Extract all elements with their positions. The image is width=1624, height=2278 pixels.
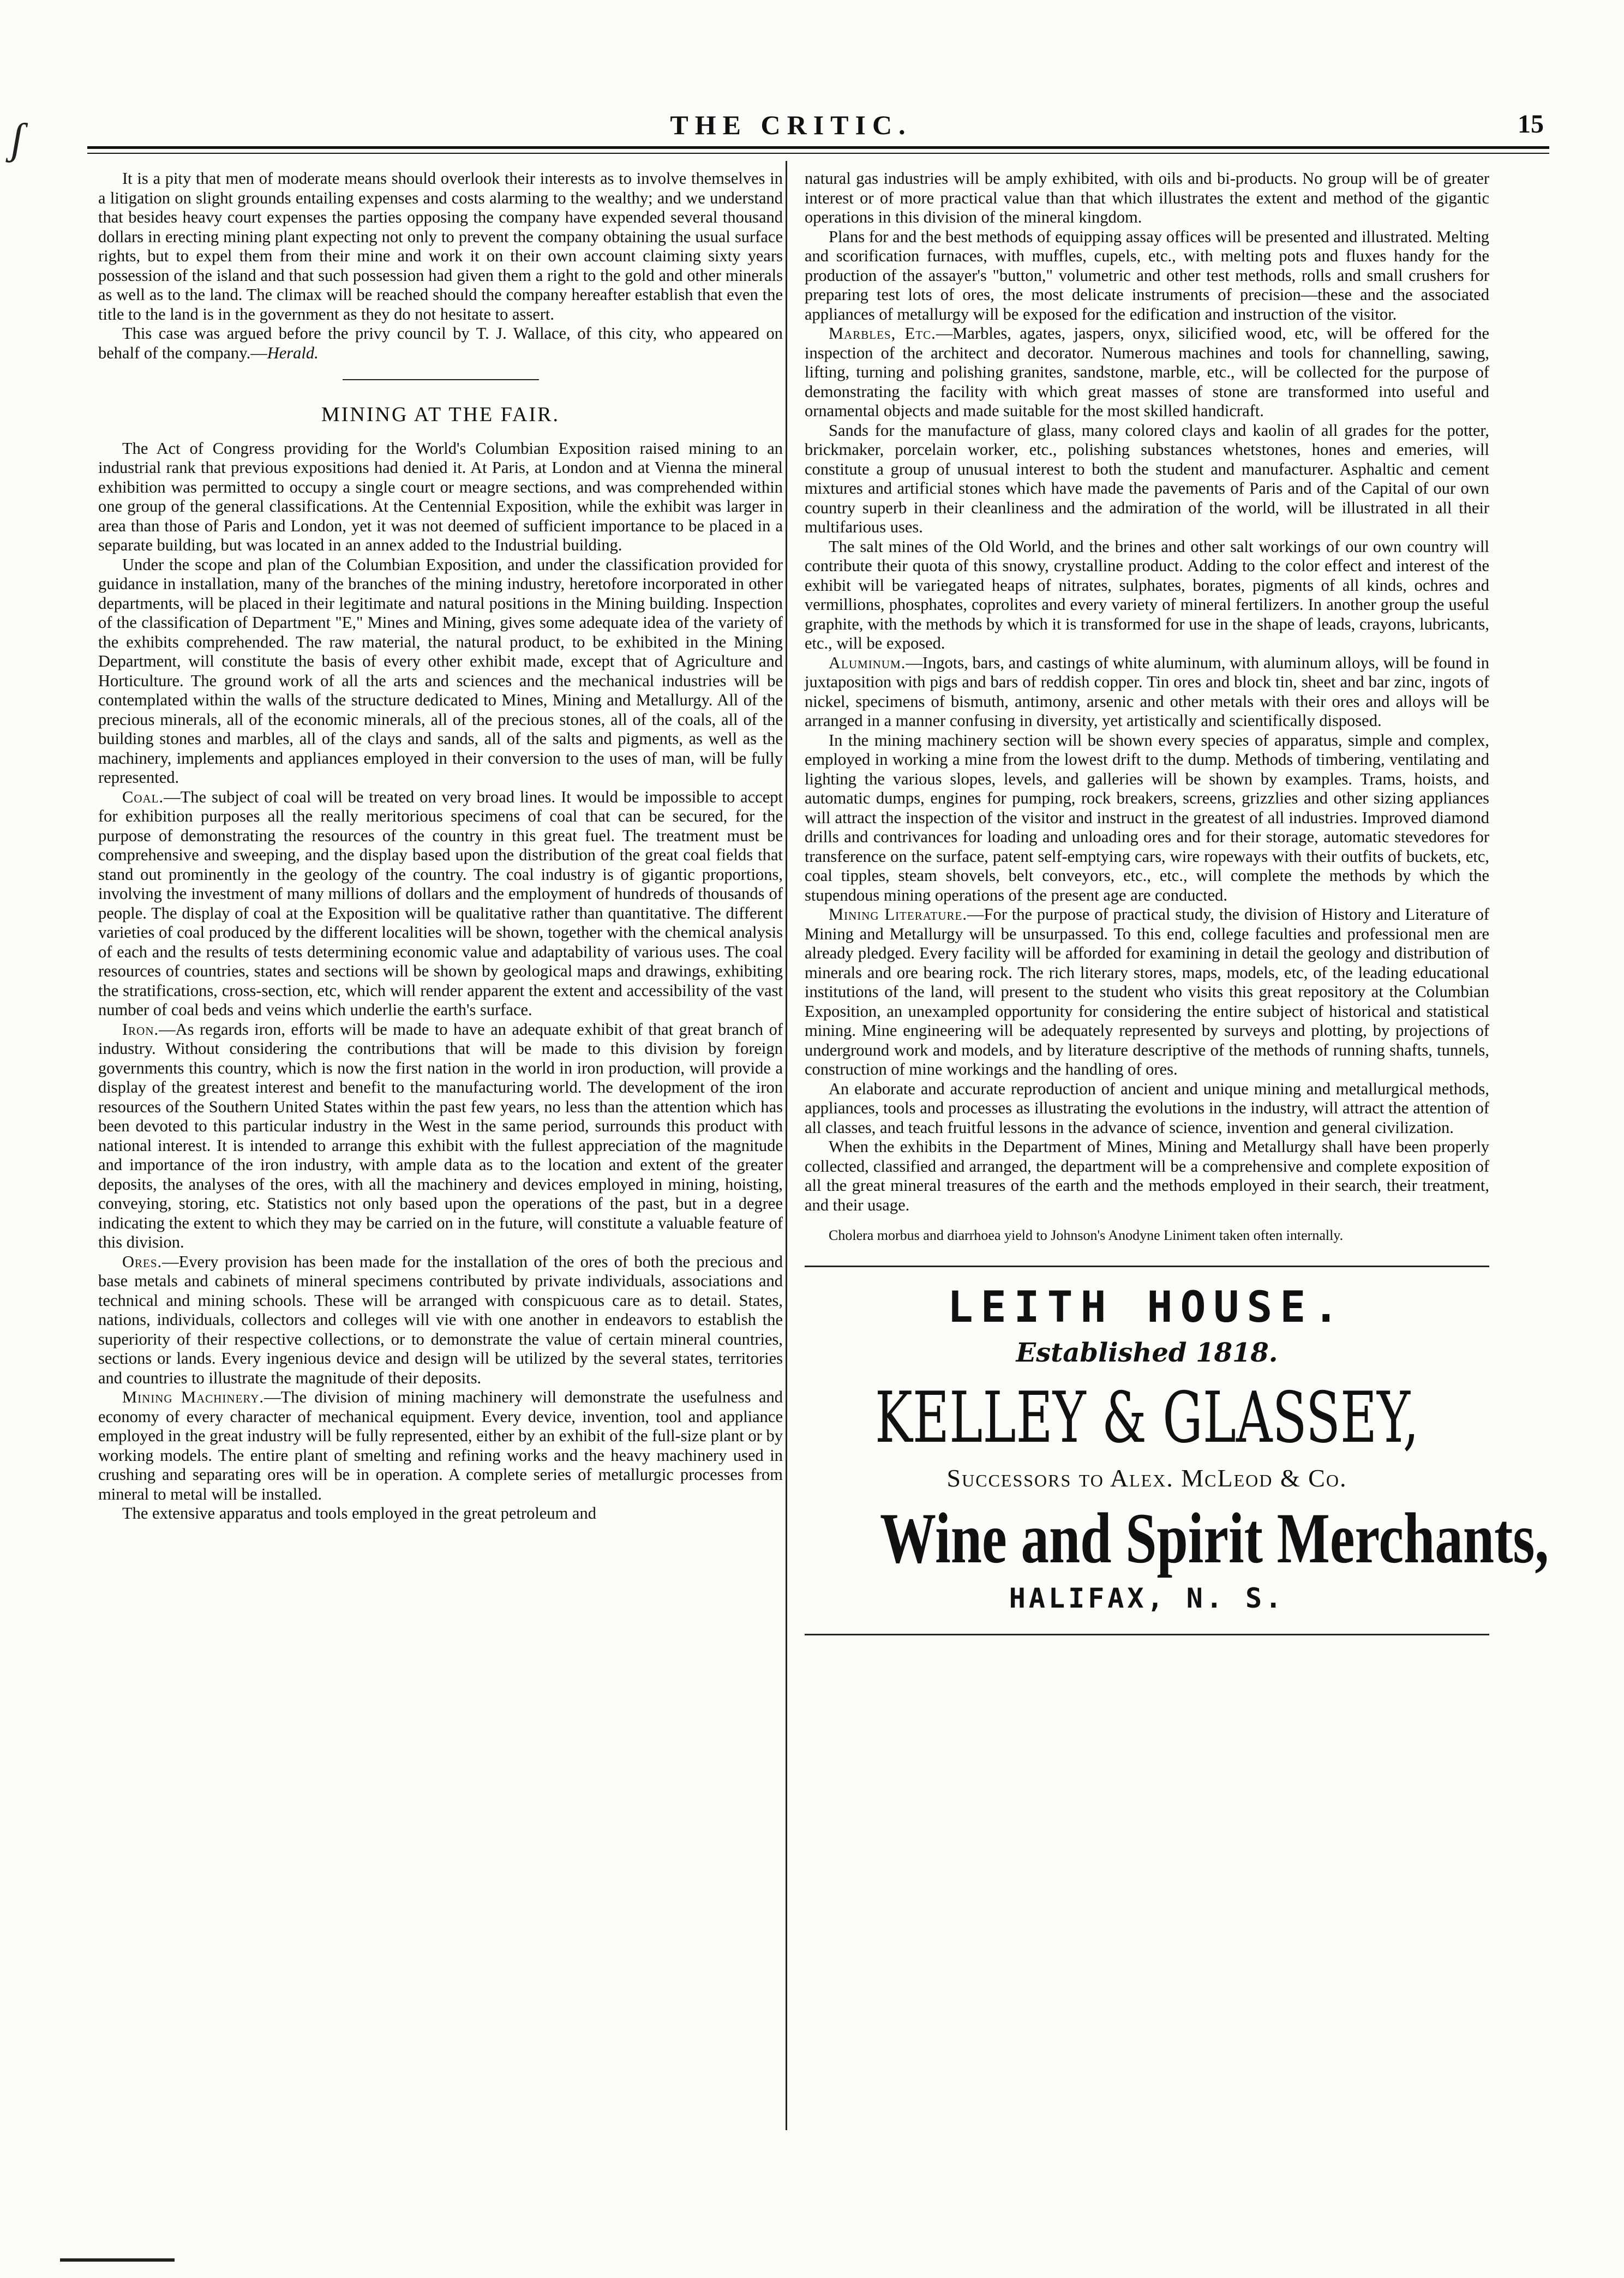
article-paragraph xyxy=(98,1388,783,1504)
subsection-label: Coal. xyxy=(122,787,164,806)
article-paragraph: The Act of Congress providing for the World's Columbian Exposition raised mining to an industrial rank that previous expositions had denied it. At Paris, at London and at Vienna the mineral exhibition was permitted to occupy a single court or meagre sections, and was comprehended within one group of the general classifications. At the Centennial Exposition, while the exhibit was larger in area than those of Paris and London, yet it was not deemed of sufficient importance to be placed in a separate building, but was located in an annex added to the Industrial building. xyxy=(98,439,783,554)
article-text: —For the purpose of practical study, the division of History and Literature of Mining and Metallurgy will be unsurpassed. To this end, college faculties and professional men are already pledged. Every facility will be afforded for examining in detail the geology and distribution of minerals and ore bearing rock. The rich literary stores, maps, models, etc, of the leading educational institutions of the land, will present to the student who visits this great repository at the Columbian Exposition, an unexampled opportunity for considering the entire subject of historical and statistical mining. Mine engineering will be adequately represented by surveys and plotting, by projections of underground work and models, and by literature descriptive of the methods of running shafts, tunnels, construction of mine workings and the handling of ores. xyxy=(805,905,1489,1078)
article-paragraph xyxy=(805,654,1489,731)
subsection-label: Marbles, Etc. xyxy=(829,324,936,343)
section-heading: MINING AT THE FAIR. xyxy=(321,403,560,426)
article-paragraph: The extensive apparatus and tools employed in the great petroleum and xyxy=(122,1504,596,1522)
article-paragraph: In the mining machinery section will be shown every species of apparatus, simple and complex, employed in working a mine from the lowest drift to the dump. Methods of timbering, ventilating and lighting the various slopes, levels, and galleries will be shown by examples. Trams, hoists, and automatic dumps, engines for pumping, rock breakers, screens, grizzlies and other sizing appliances will attract the inspection of the visitor and instruct in the greatest of all industries. Improved diamond drills and contrivances for loading and unloading ores and for their storage, automatic stevedores for transference on the surface, patent self-emptying cars, wire ropeways with their outfits of buckets, etc, coal tipples, steam shovels, belt conveyors, etc., etc., will complete the methods by which the stupendous mining operations of the present age are conducted. xyxy=(805,730,1489,904)
article-text: —The subject of coal will be treated on very broad lines. It would be impossible to accept for exhibition purposes all the really meritorious specimens of coal that can be secured, for the purpose of demonstrating the resources of the country in this great fuel. The treatment must be comprehensive and sweeping, and the display based upon the distribution of the great coal fields that stand out prominently in the geology of the country. The coal industry is of gigantic proportions, involving the investment of many millions of dollars and the employment of hundreds of thousands of people. The display of coal at the Exposition will be qualitative rather than quantitative. The different varieties of coal produced by the different localities will be shown, together with the chemical analysis of each and the results of tests determining economic value and adaptability of various uses. The coal resources of countries, states and sections will be shown by geological maps and drawings, exhibiting the stratifications, cross-section, etc, which will render apparent the extent and accessibility of the vast number of coal beds and veins which underlie the earth's surface. xyxy=(98,787,783,1019)
ad-established: Established 1818. xyxy=(1016,1338,1278,1368)
article-paragraph xyxy=(805,324,1489,421)
advertisement xyxy=(805,1266,1549,1635)
article-paragraph xyxy=(98,1252,783,1388)
article-paragraph: Under the scope and plan of the Columbian Exposition, and under the classification provided for guidance in installation, many of the branches of the mining industry, heretofore incorporated in other departments, will be placed in their legitimate and natural positions in the Mining building. Inspection of the classification of Department "E," Mines and Mining, gives some adequate idea of the variety of the exhibits comprehended. The raw material, the natural product, to be exhibited in the Mining Department, will constitute the basis of every other exhibit made, except that of Agriculture and Horticulture. The ground work of all the arts and sciences and the mechanical industries will be contemplated within the walls of the structure dedicated to Mines, Mining and Metallurgy. All of the precious minerals, all of the economic minerals, all of the precious stones, all of the coals, all of the building stones and marbles, all of the clays and sands, all of the salts and pigments, as well as the machinery, implements and appliances employed in their conversion to the uses of man, will be fully represented. xyxy=(98,555,783,787)
subsection-label: Aluminum. xyxy=(829,653,906,672)
right-column xyxy=(805,169,1549,1635)
ad-trade: Wine and Spirit Merchants, xyxy=(880,1498,1549,1578)
column-divider xyxy=(786,161,787,2130)
article-text: —The division of mining machinery will demonstrate the usefulness and economy of every character of mechanical equipment. Every device, invention, tool and appliance employed in the great industry will be fully represented, either by an exhibit of the full-size plant or by working models. The entire plant of smelting and refining works and the heavy machinery used in crushing and separating ores will be in operation. A complete series of metallurgic processes from mineral to metal will be installed. xyxy=(98,1388,783,1503)
article-paragraph: It is a pity that men of moderate means should overlook their interests as to involve themselves in a litigation on slight grounds entailing expenses and costs alarming to the wealthy; and we understand that besides heavy court expenses the parties opposing the company have expended several thousand dollars in erecting mining plant expecting not only to prevent the company obtaining the usual surface rights, but to expel them from their mine and work it on their own account claiming sixty years possession of the island and that such possession had given them a right to the gold and other minerals as well as to the land. The climax will be reached should the company hereafter establish that even the title to the land is in the government as they do not hesitate to assert. xyxy=(98,169,783,323)
article-paragraph xyxy=(98,788,783,1020)
article-paragraph: Plans for and the best methods of equipping assay offices will be presented and illustrated. Melting and scorification furnaces, with muffles, cupels, etc., with melting pots and fluxes handy for the production of the assayer's "button," volumetric and other test methods, rolls and small crushers for preparing test lots of ores, the most delicate instruments of precision—these and the associated appliances of metallurgy will be exposed for the edification and instruction of the visitor. xyxy=(805,227,1489,323)
article-paragraph: The salt mines of the Old World, and the brines and other salt workings of our own country will contribute their quota of this snowy, crystalline product. Adding to the color effect and interest of the exhibit will be variegated heaps of nitrates, sulphates, borates, pigments of all kinds, ochres and vermillions, phosphates, coprolites and every variety of mineral fertilizers. In another group the useful graphite, with the methods by which it is transformed for use in the shape of leads, crayons, lubricants, etc., will be exposed. xyxy=(805,537,1489,652)
article-paragraph xyxy=(98,324,783,363)
article-paragraph xyxy=(805,905,1489,1080)
subsection-label: Ores. xyxy=(122,1252,163,1271)
bottom-rule-mark xyxy=(60,2258,175,2262)
margin-pen-mark: ʃ xyxy=(11,115,23,163)
article-text: —Every provision has been made for the installation of the ores of both the precious and base metals and cabinets of mineral specimens contributed by private individuals, associations and technical and mining schools. These will be arranged with conspicuous care as to detail. States, nations, individuals, collectors and colleges will vie with one another in endeavors to establish the superiority of their respective collections, or to demonstrate the value of certain mineral countries, sections or lands. Every ingenious device and design will be utilized by the several states, territories and countries to illustrate the magnitude of their deposits. xyxy=(98,1252,783,1387)
page-number: 15 xyxy=(1518,110,1544,139)
section-rule xyxy=(343,379,539,380)
article-source: Herald. xyxy=(267,343,319,362)
ad-successors: Successors to Alex. McLeod & Co. xyxy=(946,1464,1347,1492)
article-paragraph: When the exhibits in the Department of Mines, Mining and Metallurgy shall have been properly collected, classified and arranged, the department will be a comprehensive and complete exposition of all the great mineral treasures of the earth and the methods employed in their search, their treatment, and their usage. xyxy=(805,1137,1489,1214)
subsection-label: Mining Literature. xyxy=(829,905,968,924)
article-text: —Ingots, bars, and castings of white aluminum, with aluminum alloys, will be found in juxtaposition with pigs and bars of reddish copper. Tin ores and block tin, sheet and bar zinc, ingots of nickel, specimens of bismuth, antimony, arsenic and other metals with their ores and alloys will be arranged in a manner confusing in diversity, yet artistically and scientifically disposed. xyxy=(805,653,1489,730)
article-paragraph: An elaborate and accurate reproduction of ancient and unique mining and metallurgical methods, appliances, tools and processes as illustrating the evolutions in the industry, will attract the attention of all classes, and teach fruitful lessons in the advance of science, invention and general civilization. xyxy=(805,1079,1489,1137)
left-column xyxy=(98,169,783,1524)
footnote xyxy=(805,1227,1489,1244)
header-rule-thin xyxy=(87,153,1549,154)
article-text: —Marbles, agates, jaspers, onyx, silicified wood, etc, will be offered for the inspection of the architect and decorator. Numerous machines and tools for channelling, sawing, lifting, turning and polishing granites, sandstone, marble, etc., will be collected for the purpose of demonstrating the facility with which great masses of stone are transformed into useful and ornamental objects and made suitable for the most skilled handicraft. xyxy=(805,324,1489,420)
article-paragraph: natural gas industries will be amply exhibited, with oils and bi-products. No group will be of greater interest or of more practical value than that which illustrates the extent and method of the gigantic operations in this division of the mineral kingdom. xyxy=(805,169,1489,226)
ad-city: HALIFAX, N. S. xyxy=(1009,1582,1285,1614)
subsection-label: Mining Machinery. xyxy=(122,1388,265,1406)
footnote-text: Cholera morbus and diarrhoea yield to Johnson's Anodyne Liniment taken often internally. xyxy=(829,1227,1344,1243)
ad-house-name: LEITH HOUSE. xyxy=(947,1283,1347,1332)
header-rule xyxy=(87,146,1549,149)
article-text: This case was argued before the privy council by T. J. Wallace, of this city, who appeared on behalf of the company.— xyxy=(98,324,783,362)
article-paragraph xyxy=(98,1020,783,1252)
masthead-title: THE CRITIC. xyxy=(670,110,912,140)
article-text: —As regards iron, efforts will be made to have an adequate exhibit of that great branch of industry. Without considering the contributions that will be made to this division by foreign governments this country, which is now the first nation in the world in iron production, will provide a display of the greatest interest and benefit to the manufacturing world. The development of the iron resources of the Southern United States within the past few years, no less than the attention which has been devoted to this particular industry in the West in the same period, surrounds this product with national interest. It is intended to arrange this exhibit with the fullest appreciation of the magnitude and importance of the iron industry, with ample data as to the location and extent of the greater deposits, the analyses of the ores, with all the machinery and devices employed in mining, hoisting, conveying, storing, etc. Statistics not only based upon the operations of the past, but in a degree indicating the extent to which they may be carried on in the future, will constitute a valuable feature of this division. xyxy=(98,1020,783,1251)
article-paragraph: Sands for the manufacture of glass, many colored clays and kaolin of all grades for the potter, brickmaker, porcelain worker, etc., polishing substances whetstones, hones and emeries, will constitute a group of unusual interest to both the student and manufacturer. Asphaltic and cement mixtures and artificial stones which have made the pavements of Paris and of the Capital of our own country superb in their cleanliness and the admiration of the world, will be illustrated in all their multifarious uses. xyxy=(805,421,1489,536)
subsection-label: Iron. xyxy=(122,1020,159,1039)
ad-firm-name: KELLEY & GLASSEY, xyxy=(875,1377,1419,1459)
